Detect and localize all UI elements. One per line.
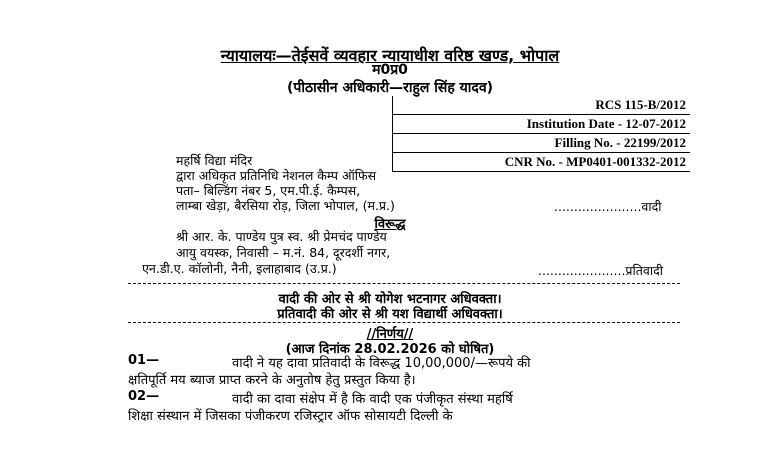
- judgment-date: (आज दिनांक 28.02.2026 को घोषित): [285, 342, 495, 357]
- defendant-line: आयु वयस्क, निवासी – म.नं. 84, दूरदर्शी नगर,: [176, 245, 391, 260]
- defendant-line: श्री आर. के. पाण्डेय पुत्र स्व. श्री प्रेमचंद पाण्डेय: [176, 229, 387, 244]
- plaintiff-advocate: वादी की ओर से श्री योगेश भटनागर अधिवक्ता।: [278, 292, 502, 307]
- defendant-advocate: प्रतिवादी की ओर से श्री यश विद्यार्थी अधिवक्ता।: [277, 307, 503, 322]
- case-number: RCS 115-B/2012: [393, 96, 691, 115]
- plaintiff-line: द्वारा अधिकृत प्रतिनिधि नेशनल कैम्प ऑफिस: [176, 168, 377, 183]
- defendant-role: ......................प्रतिवादी: [538, 263, 663, 278]
- paragraph-line: वादी का दावा संक्षेप में है कि वादी एक पंजीकृत संस्था महर्षि: [232, 392, 513, 407]
- cnr-number: CNR No. - MP0401-001332-2012: [393, 153, 691, 172]
- court-name: न्यायालयः—तेईसवें व्यवहार न्यायाधीश वरिष्ठ खण्ड, भोपाल: [220, 46, 560, 65]
- paragraph-number: 02—: [128, 389, 160, 404]
- plaintiff-role: ......................वादी: [554, 199, 662, 214]
- presiding-officer: (पीठासीन अधिकारी—राहुल सिंह यादव): [286, 80, 494, 96]
- case-info-table: [392, 96, 690, 172]
- plaintiff-line: लाम्बा खेड़ा, बैरसिया रोड़, जिला भोपाल, (म.प्र.): [176, 198, 395, 213]
- filing-number: Filling No. - 22199/2012: [393, 134, 691, 153]
- paragraph-line: शिक्षा संस्थान में जिसका पंजीकरण रजिस्ट्रार ऑफ सोसायटी दिल्ली के: [128, 409, 453, 424]
- divider: [128, 283, 680, 284]
- paragraph-line: वादी ने यह दावा प्रतिवादी के विरूद्ध 10,00,000/—रूपये की: [232, 356, 531, 371]
- defendant-line: एन.डी.ए. कॉलोनी, नैनी, इलाहाबाद (उ.प्र.): [142, 261, 337, 276]
- paragraph-number: 01—: [128, 353, 160, 368]
- institution-date: Institution Date - 12-07-2012: [393, 115, 691, 134]
- state-abbrev: म0प्र0: [372, 62, 408, 78]
- judgment-title: //निर्णय//: [366, 327, 414, 342]
- plaintiff-line: महर्षि विद्या मंदिर: [176, 153, 253, 168]
- plaintiff-line: पता– बिल्डिंग नंबर 5, एम.पी.ई. कैम्पस,: [176, 183, 361, 198]
- divider: [128, 322, 680, 323]
- versus-heading: विरूद्ध: [374, 217, 406, 232]
- paragraph-line: क्षतिपूर्ति मय ब्याज प्राप्त करने के अनुतोष हेतु प्रस्तुत किया है।: [128, 373, 416, 388]
